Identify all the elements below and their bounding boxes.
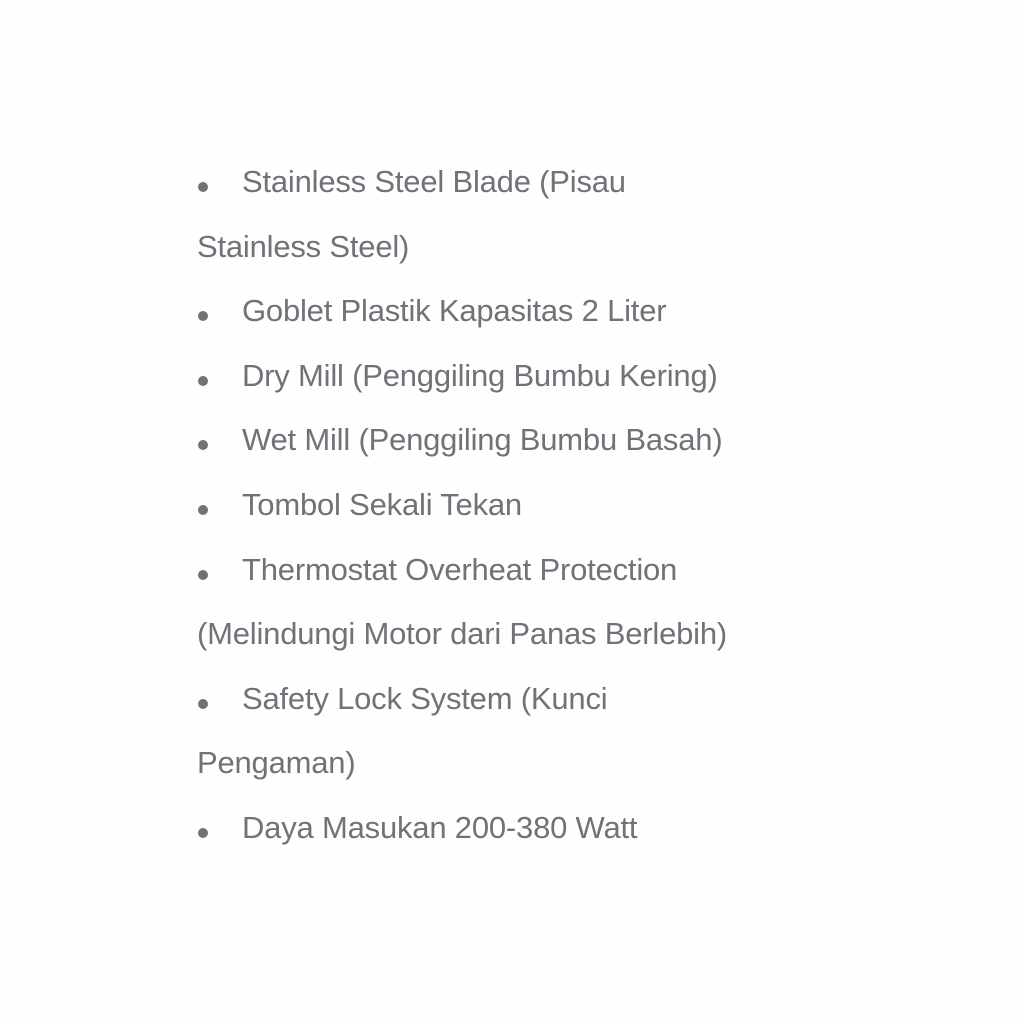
list-item-text: Pengaman): [197, 745, 356, 781]
list-item-text: Tombol Sekali Tekan: [242, 486, 522, 522]
list-item: [197, 473, 837, 538]
list-item-text: Thermostat Overheat Protection: [242, 551, 678, 587]
list-item-continuation: [197, 731, 837, 796]
list-item-text: Stainless Steel Blade (Pisau: [242, 164, 626, 199]
list-item: [197, 408, 837, 473]
list-item-text: Safety Lock System (Kunci: [242, 680, 608, 716]
feature-list: [197, 150, 837, 861]
list-item-continuation: [197, 602, 837, 667]
list-item-text: (Melindungi Motor dari Panas Berlebih): [197, 616, 727, 652]
list-item-continuation: [197, 215, 837, 280]
list-item: [197, 538, 837, 603]
list-item-text: Wet Mill (Penggiling Bumbu Basah): [242, 422, 723, 458]
list-item-text: Daya Masukan 200-380 Watt: [242, 809, 638, 845]
list-item: [197, 150, 837, 215]
list-item: [197, 279, 837, 344]
list-item: [197, 796, 837, 861]
list-item: [197, 344, 837, 409]
list-item-text: Dry Mill (Penggiling Bumbu Kering): [242, 357, 718, 393]
list-item-text: Stainless Steel): [197, 228, 410, 264]
list-item-text: Goblet Plastik Kapasitas 2 Liter: [242, 293, 667, 329]
list-item: [197, 667, 837, 732]
